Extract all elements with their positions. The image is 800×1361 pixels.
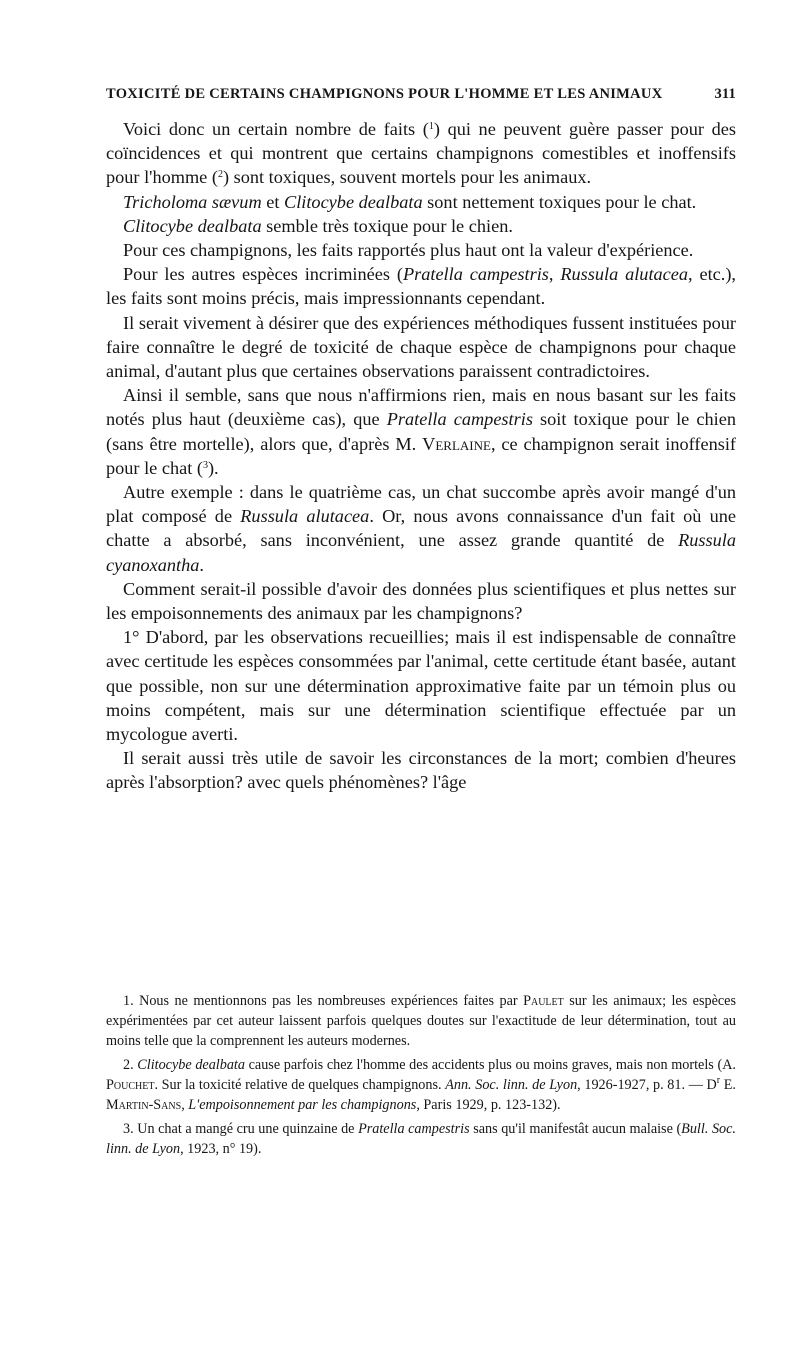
text-run: sans qu'il manifestât aucun malaise (	[469, 1121, 682, 1137]
species-name: Pratella campestris	[402, 264, 549, 285]
superscript: r	[716, 1075, 721, 1086]
footnote-2	[106, 1055, 736, 1115]
text-run: ) qui ne peuvent guère passer pour des coïncidences et qui montrent que certains champignons comestibles et inoffensifs pour l'homme (	[106, 119, 736, 188]
paragraph-10: 1° D'abord, par les observations recueillies; mais il est indispensable de connaître avec certitude les espèces consommées par l'animal, cette certitude étant basée, autant que possible, non sur une détermination approximative faite par un témoin plus ou moins compétent, mais sur une détermination scientifique effectuée par un mycologue averti.	[106, 627, 736, 745]
species-name: Clitocybe dealbata	[284, 191, 423, 212]
text-run: Ainsi il semble, sans que nous n'affirmions rien, mais en nous basant sur les faits notés plus haut (deuxième cas), que	[106, 385, 736, 430]
paragraph-8	[106, 480, 736, 577]
author-name: Martin-Sans	[106, 1097, 182, 1113]
paragraph-6: Il serait vivement à désirer que des expériences méthodiques fussent instituées pour faire connaître le degré de toxicité de chaque espèce de champignons pour chaque animal, d'autant plus que certaines observations paraissent contradictoires.	[106, 312, 736, 382]
species-name: Clitocybe dealbata	[137, 1057, 245, 1073]
text-run: . Sur la toxicité relative de quelques champignons.	[154, 1077, 446, 1093]
text-run: Autre exemple : dans le quatrième cas, un chat succombe après avoir mangé d'un plat composé de	[106, 482, 736, 527]
paragraph-5	[106, 262, 736, 310]
species-name: Clitocybe dealbata	[123, 215, 262, 236]
footnote-ref-1: 1	[428, 121, 434, 132]
footnote-1	[106, 991, 736, 1051]
species-name: Tricholoma sævum	[123, 191, 262, 212]
author-name: Paulet	[523, 993, 564, 1009]
paragraph-3	[106, 214, 736, 238]
text-run: E.	[720, 1077, 736, 1093]
paragraph-11: Il serait aussi très utile de savoir les circonstances de la mort; combien d'heures après l'absorption? avec quels phénomènes? l'âge	[106, 748, 736, 793]
text-run: 3. Un chat a mangé cru une quinzaine de	[123, 1121, 359, 1137]
text-run: ,	[548, 264, 561, 285]
species-name: Pratella campestris	[386, 409, 533, 430]
book-title: L'empoisonnement par les champignons	[188, 1097, 417, 1113]
text-run: Voici donc un certain nombre de faits (	[123, 119, 429, 139]
text-run: . Or, nous avons connaissance d'un fait où une chatte a absorbé, sans inconvénient, une assez grande quantité de	[106, 506, 736, 551]
species-name: Russula cyanoxantha	[106, 530, 736, 575]
text-run: , Paris 1929, p. 123-132).	[416, 1097, 561, 1113]
text-run: cause parfois chez l'homme des accidents plus ou moins graves, mais non mortels (A.	[244, 1057, 736, 1073]
footnote-3	[106, 1119, 736, 1159]
footnote-ref-3: 3	[202, 459, 208, 471]
text-run: soit toxique pour le chien (sans être mortelle), alors que, d'après M.	[106, 409, 736, 454]
paragraph-9: Comment serait-il possible d'avoir des données plus scientifiques et plus nettes sur les empoisonnements des animaux par les champignons?	[106, 578, 736, 624]
journal-title: Bull. Soc. linn. de Lyon	[106, 1121, 736, 1157]
text-run: , ce champignon serait inoffensif pour le chat (	[106, 433, 737, 478]
text-run: 2.	[123, 1057, 138, 1073]
footnotes	[106, 991, 736, 1163]
text-run: , 1923, n° 19).	[180, 1141, 262, 1157]
text-run: , etc.), les faits sont moins précis, mais impressionnants cependant.	[106, 264, 737, 309]
text-run: ,	[181, 1097, 189, 1113]
species-name: Russula alutacea	[560, 264, 689, 285]
running-title: TOXICITÉ DE CERTAINS CHAMPIGNONS POUR L'HOMME ET LES ANIMAUX	[106, 86, 663, 102]
text-run: semble très toxique pour le chien.	[261, 215, 513, 236]
paragraph-2	[106, 190, 736, 214]
text-run: 1. Nous ne mentionnons pas les nombreuses expériences faites par	[123, 993, 524, 1009]
text-run: , 1926-1927, p. 81. — D	[577, 1077, 717, 1093]
text-run: Pour les autres espèces incriminées (	[123, 264, 403, 285]
author-name: Verlaine	[422, 433, 491, 454]
footnote-ref-2: 2	[217, 169, 223, 181]
journal-title: Ann. Soc. linn. de Lyon	[445, 1077, 578, 1093]
text-run: sur les animaux; les espèces expérimentées par cet auteur laissent parfois quelques doutes sur l'exactitude de leur détermination, tout au moins telle que la comprennent les auteurs modernes.	[106, 993, 736, 1049]
text-run: sont nettement toxiques pour le chat.	[422, 191, 697, 212]
page-content	[106, 86, 736, 795]
running-head	[106, 86, 736, 103]
species-name: Pratella campestris	[358, 1121, 470, 1137]
text-run: .	[199, 554, 204, 575]
paragraph-7	[106, 383, 736, 480]
text-run: ).	[207, 457, 219, 478]
text-run: et	[261, 191, 284, 212]
author-name: Pouchet	[106, 1077, 155, 1093]
text-run: ) sont toxiques, souvent mortels pour les animaux.	[222, 167, 592, 188]
page-number: 311	[714, 86, 736, 102]
paragraph-1	[106, 117, 736, 190]
species-name: Russula alutacea	[240, 506, 370, 527]
paragraph-4: Pour ces champignons, les faits rapportés plus haut ont la valeur d'expérience.	[123, 240, 694, 261]
body-text	[106, 117, 736, 795]
